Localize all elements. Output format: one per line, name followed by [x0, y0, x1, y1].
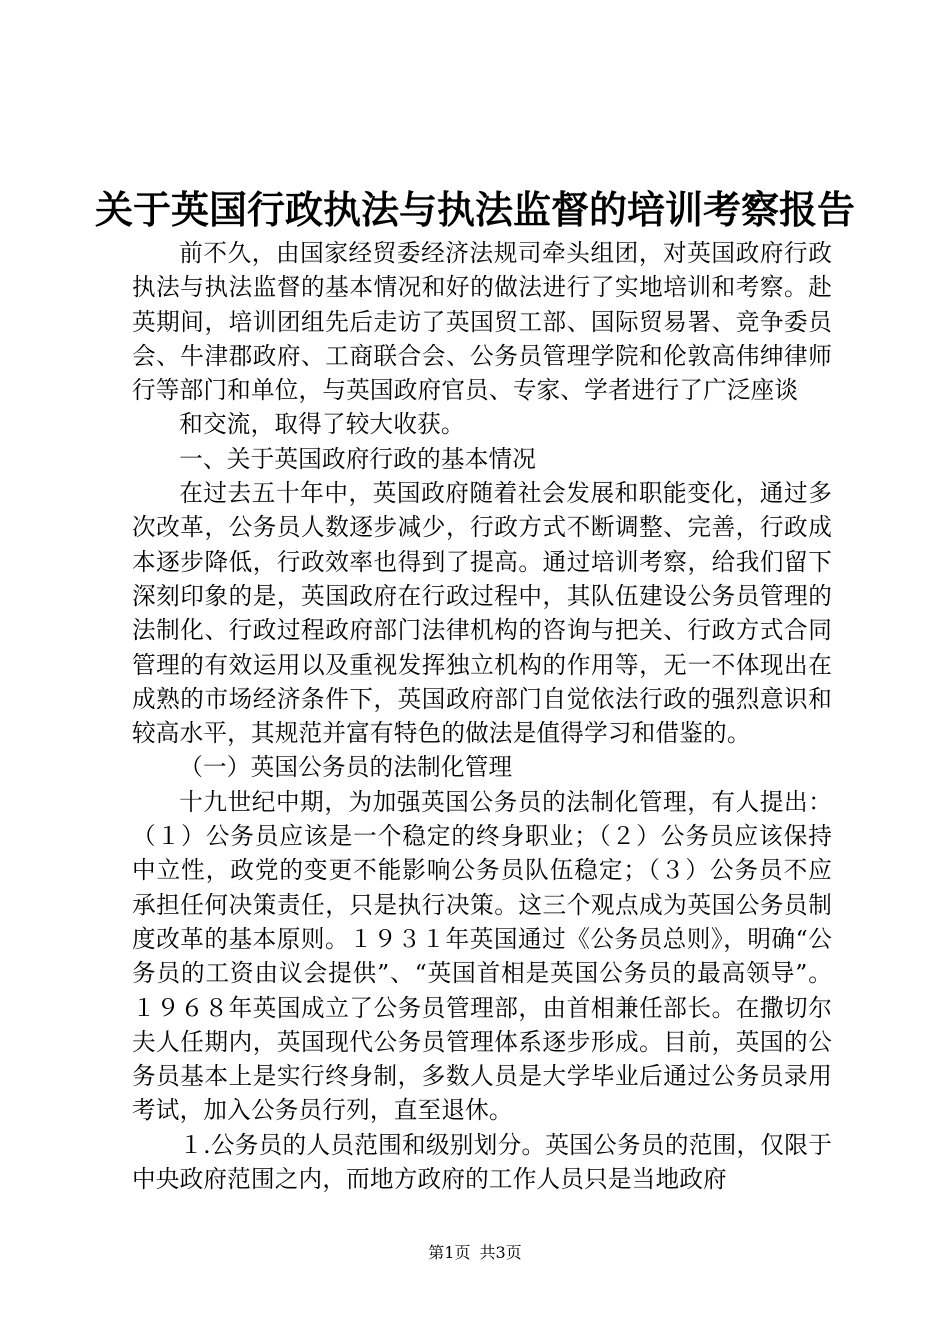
section-heading-1: 一、关于英国政府行政的基本情况	[179, 444, 537, 473]
paragraph-intro: 前不久，由国家经贸委经济法规司牵头组团，对英国政府行政执法与执法监督的基本情况和好的做法进行了实地培训和考察。赴英期间，培训团组先后走访了英国贸工部、国际贸易署、竞争委员会、牛津郡政府、工商联合会、公务员管理学院和伦敦高伟绅律师行等部门和单位，与英国政府官员、专家、学者进行了广泛座谈	[132, 239, 832, 405]
page-footer	[0, 1243, 950, 1263]
paragraph-overview: 在过去五十年中，英国政府随着社会发展和职能变化，通过多次改革，公务员人数逐步减少，行政方式不断调整、完善，行政成本逐步降低，行政效率也得到了提高。通过培训考察，给我们留下深刻印象的是，英国政府在行政过程中，其队伍建设公务员管理的法制化、行政过程政府部门法律机构的咨询与把关、行政方式合同管理的有效运用以及重视发挥独立机构的作用等，无一不体现出在成熟的市场经济条件下，英国政府部门自觉依法行政的强烈意识和较高水平，其规范并富有特色的做法是值得学习和借鉴的。	[132, 479, 832, 748]
subsection-heading-1: （一）英国公务员的法制化管理	[179, 753, 513, 782]
page-total: 共3页	[479, 1243, 522, 1262]
document-body	[132, 236, 832, 1196]
document-title: 关于英国行政执法与执法监督的培训考察报告	[94, 187, 855, 232]
page-number: 第1页	[428, 1243, 471, 1262]
paragraph-civil-service-scope: １.公务员的人员范围和级别划分。英国公务员的范围，仅限于中央政府范围之内，而地方政府的工作人员只是当地政府	[132, 1130, 832, 1194]
paragraph-civil-service-history: 十九世纪中期，为加强英国公务员的法制化管理，有人提出：（１）公务员应该是一个稳定的终身职业；（２）公务员应该保持中立性，政党的变更不能影响公务员队伍稳定；（３）公务员不应承担任何决策责任，只是执行决策。这三个观点成为英国公务员制度改革的基本原则。１９３１年英国通过《公务员总则》，明确“公务员的工资由议会提供”、“英国首相是英国公务员的最高领导”。１９６８年英国成立了公务员管理部，由首相兼任部长。在撒切尔夫人任期内，英国现代公务员管理体系逐步形成。目前，英国的公务员基本上是实行终身制，多数人员是大学毕业后通过公务员录用考试，加入公务员行列，直至退休。	[132, 787, 832, 1125]
paragraph-intro-continued: 和交流，取得了较大收获。	[179, 410, 465, 439]
